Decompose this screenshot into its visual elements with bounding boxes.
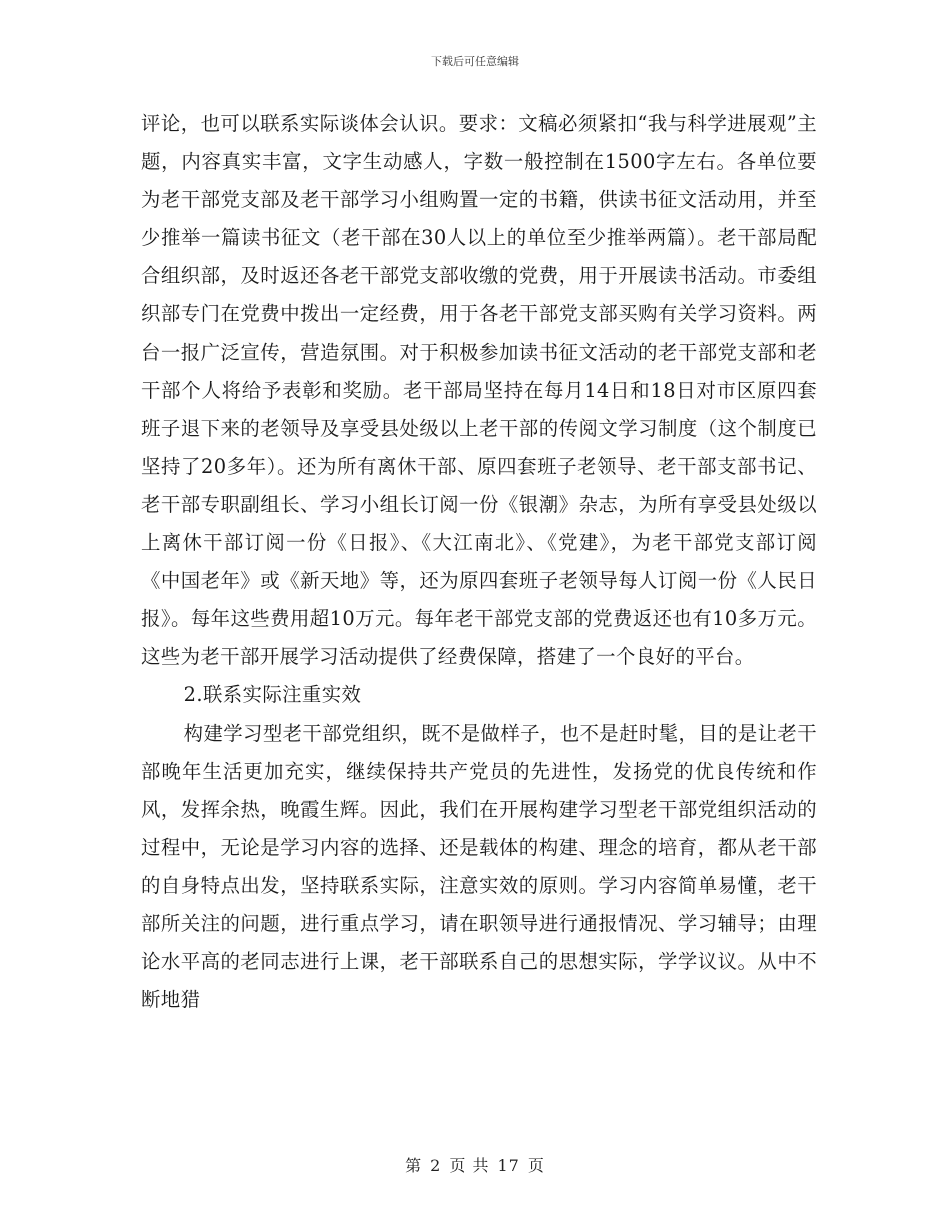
section-heading: 2.联系实际注重实效 — [183, 683, 362, 707]
footer-total-pages: 17 — [497, 1156, 520, 1175]
paragraph-funding: 评论，也可以联系实际谈体会认识。要求：文稿必须紧扣“我与科学进展观”主题，内容真实丰富，文字生动感人，字数一般控制在1500字左右。各单位要为老干部党支部及老干部学习小组购置一定的书籍，供读书征文活动用，并至少推举一篇读书征文（老干部在30人以上的单位至少推举两篇）。老干部局配合组织部，及时返还各老干部党支部收缴的党费，用于开展读书活动。市委组织部专门在党费中拨出一定经费，用于各老干部党支部买购有关学习资料。两台一报广泛宣传，营造氛围。对于积极参加读书征文活动的老干部党支部和老干部个人将给予表彰和奖励。老干部局坚持在每月14日和18日对市区原四套班子退下来的老领导及享受县处级以上老干部的传阅文学习制度（这个制度已坚持了20多年）。还为所有离休干部、原四套班子老领导、老干部支部书记、老干部专职副组长、学习小组长订阅一份《银潮》杂志，为所有享受县处级以上离休干部订阅一份《日报》、《大江南北》、《党建》，为老干部党支部订阅《中国老年》或《新天地》等，还为原四套班子老领导每人订阅一份《人民日报》。每年这些费用超10万元。每年老干部党支部的党费返还也有10多万元。这些为老干部开展学习活动提供了经费保障，搭建了一个良好的平台。 — [141, 112, 817, 669]
footer-suffix: 页 — [527, 1156, 545, 1175]
paragraph-practice: 构建学习型老干部党组织，既不是做样子，也不是赶时髦，目的是让老干部晚年生活更加充实，继续保持共产党员的先进性，发扬党的优良传统和作风，发挥余热，晚霞生辉。因此，我们在开展构建学习型老干部党组织活动的过程中，无论是学习内容的选择、还是载体的构建、理念的培育，都从老干部的自身特点出发，坚持联系实际，注意实效的原则。学习内容简单易懂，老干部所关注的问题，进行重点学习，请在职领导进行通报情况、学习辅导；由理论水平高的老同志进行上课，老干部联系自己的思想实际，学学议议。从中不断地猎 — [141, 721, 817, 1012]
footer-middle: 页 共 — [449, 1156, 490, 1175]
page-header: 下载后可任意编辑 — [431, 55, 519, 68]
page-footer — [0, 1153, 950, 1176]
footer-current-page: 2 — [430, 1156, 442, 1175]
footer-prefix: 第 — [405, 1156, 423, 1175]
body-text — [141, 105, 817, 1019]
